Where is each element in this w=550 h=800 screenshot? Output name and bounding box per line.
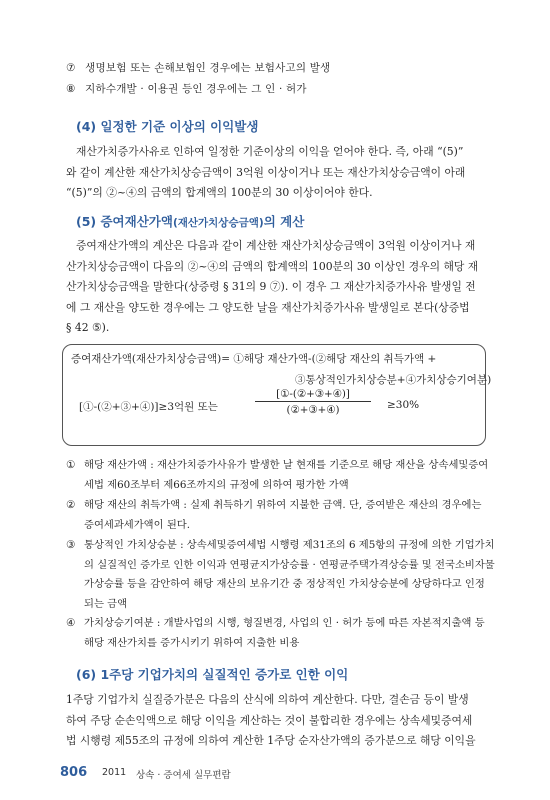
paragraph-line: 증여재산가액의 계산은 다음과 같이 계산한 재산가치상승금액이 3억원 이상이거나 재: [76, 239, 476, 252]
note-mark: ②: [66, 499, 76, 511]
formula-condition-right: ≥30%: [387, 399, 420, 411]
note-line: 통상적인 가치상승분 : 상속세및증여세법 시행령 제31조의 6 제5항의 규정에 의한 기업가치: [84, 539, 495, 551]
formula-line-1: 증여재산가액(재산가치상승금액)= ①해당 재산가액-(②해당 재산의 취득가액 +: [71, 353, 437, 365]
section-5-title-main: (5) 증여재산가액: [76, 214, 173, 229]
paragraph-line: 1주당 기업가치 실질증가분은 다음의 산식에 의하여 계산한다. 다만, 결손금 등이 발생: [66, 693, 469, 706]
note-3: [66, 536, 495, 614]
note-line: 가상승률 등을 감안하여 해당 재산의 보유기간 중 정상적인 가치상승분에 상당하다고 인정: [84, 578, 485, 590]
formula-line-2: ③통상적인가치상승분+④가치상승기여분): [295, 374, 492, 386]
paragraph-line: 와 같이 계산한 재산가치상승금액이 3억원 이상이거나 또는 재산가치상승금액이 아래: [66, 165, 466, 179]
list-item-8: [66, 81, 307, 96]
section-4-paragraph: [66, 142, 486, 204]
note-mark: ①: [66, 459, 76, 471]
paragraph-line: § 42 ⑤).: [66, 321, 110, 334]
item-text: 지하수개발 · 이용권 등인 경우에는 그 인 · 허가: [85, 83, 307, 95]
note-line: 해당 재산의 취득가액 : 실제 취득하기 위하여 지불한 금액. 단, 증여받은 재산의 경우에는: [84, 499, 482, 511]
paragraph-line: 에 그 재산을 양도한 경우에는 그 양도한 날을 재산가치증가사유 발생일로 본다(상증법: [66, 300, 470, 314]
note-line: 해당 재산가치를 증가시키기 위하여 지출한 비용: [84, 636, 300, 649]
list-item-7: [66, 60, 330, 75]
paragraph-line: 산가치상승금액이 다음의 ②~④의 금액의 합계액의 100분의 30 이상인 경우의 해당 재: [66, 259, 479, 273]
note-line: 되는 금액: [84, 597, 128, 610]
formula-box: [62, 344, 492, 446]
item-mark: ⑧: [66, 83, 76, 95]
section-6-heading: (6) 1주당 기업가치의 실질적인 증가로 인한 이익: [76, 667, 349, 682]
page-number: 806: [60, 765, 88, 780]
formula-fraction: [255, 388, 371, 416]
note-line: 의 실질적인 증가로 인한 이익과 연평균지가상승률 · 연평균주택가격상승률 및 전국소비자물: [84, 558, 495, 571]
note-mark: ④: [66, 617, 76, 629]
section-5-title-end: 의 계산: [263, 214, 305, 229]
note-line: 가치상승기여분 : 개발사업의 시행, 형질변경, 사업의 인 · 허가 등에 따른 자본적지출액 등: [84, 617, 485, 629]
paragraph-line: 하여 주당 순손익액으로 해당 이익을 계산하는 것이 불합리한 경우에는 상속세및증여세: [66, 713, 473, 727]
note-line: 해당 재산가액 : 재산가치증가사유가 발생한 날 현재를 기준으로 해당 재산을 상속세및증여: [84, 459, 489, 471]
footer-year: 2011: [102, 767, 127, 778]
section-5-heading: [76, 212, 304, 230]
footer-book-title: 상속 · 증여세 실무편람: [136, 770, 231, 781]
item-text: 생명보험 또는 손해보험인 경우에는 보험사고의 발생: [85, 62, 331, 74]
note-1: [66, 456, 490, 495]
section-5-paragraph: [66, 236, 486, 339]
formula-condition-left: [①-(②+③+④)]≥3억원 또는: [79, 401, 218, 413]
note-line: 증여세과세가액이 된다.: [84, 518, 191, 531]
section-4-heading: (4) 일정한 기준 이상의 이익발생: [76, 119, 259, 134]
note-2: [66, 496, 490, 535]
section-5-title-small: (재산가치상승금액): [172, 217, 264, 229]
fraction-denominator: (②+③+④): [286, 404, 340, 416]
paragraph-line: 법 시행령 제55조의 규정에 의하여 계산한 1주당 순자산가액의 증가분으로 해당 이익을: [66, 734, 476, 747]
paragraph-line: 산가치상승금액을 말한다(상증령 § 31의 9 ⑦). 이 경우 그 재산가치증가사유 발생일 전: [66, 280, 476, 293]
note-line: 세법 제60조부터 제66조까지의 규정에 의하여 평가한 가액: [84, 478, 349, 491]
paragraph-line: 재산가치증가사유로 인하여 일정한 기준이상의 이익을 얻어야 한다. 즉, 아래 “(5)”: [76, 145, 464, 158]
note-4: [66, 614, 490, 653]
paragraph-line: “(5)”의 ②~④의 금액의 합계액의 100분의 30 이상이어야 한다.: [66, 186, 373, 199]
section-6-paragraph: [66, 690, 486, 752]
note-mark: ③: [66, 539, 76, 551]
fraction-numerator: [①-(②+③+④)]: [255, 388, 371, 402]
item-mark: ⑦: [66, 62, 76, 74]
